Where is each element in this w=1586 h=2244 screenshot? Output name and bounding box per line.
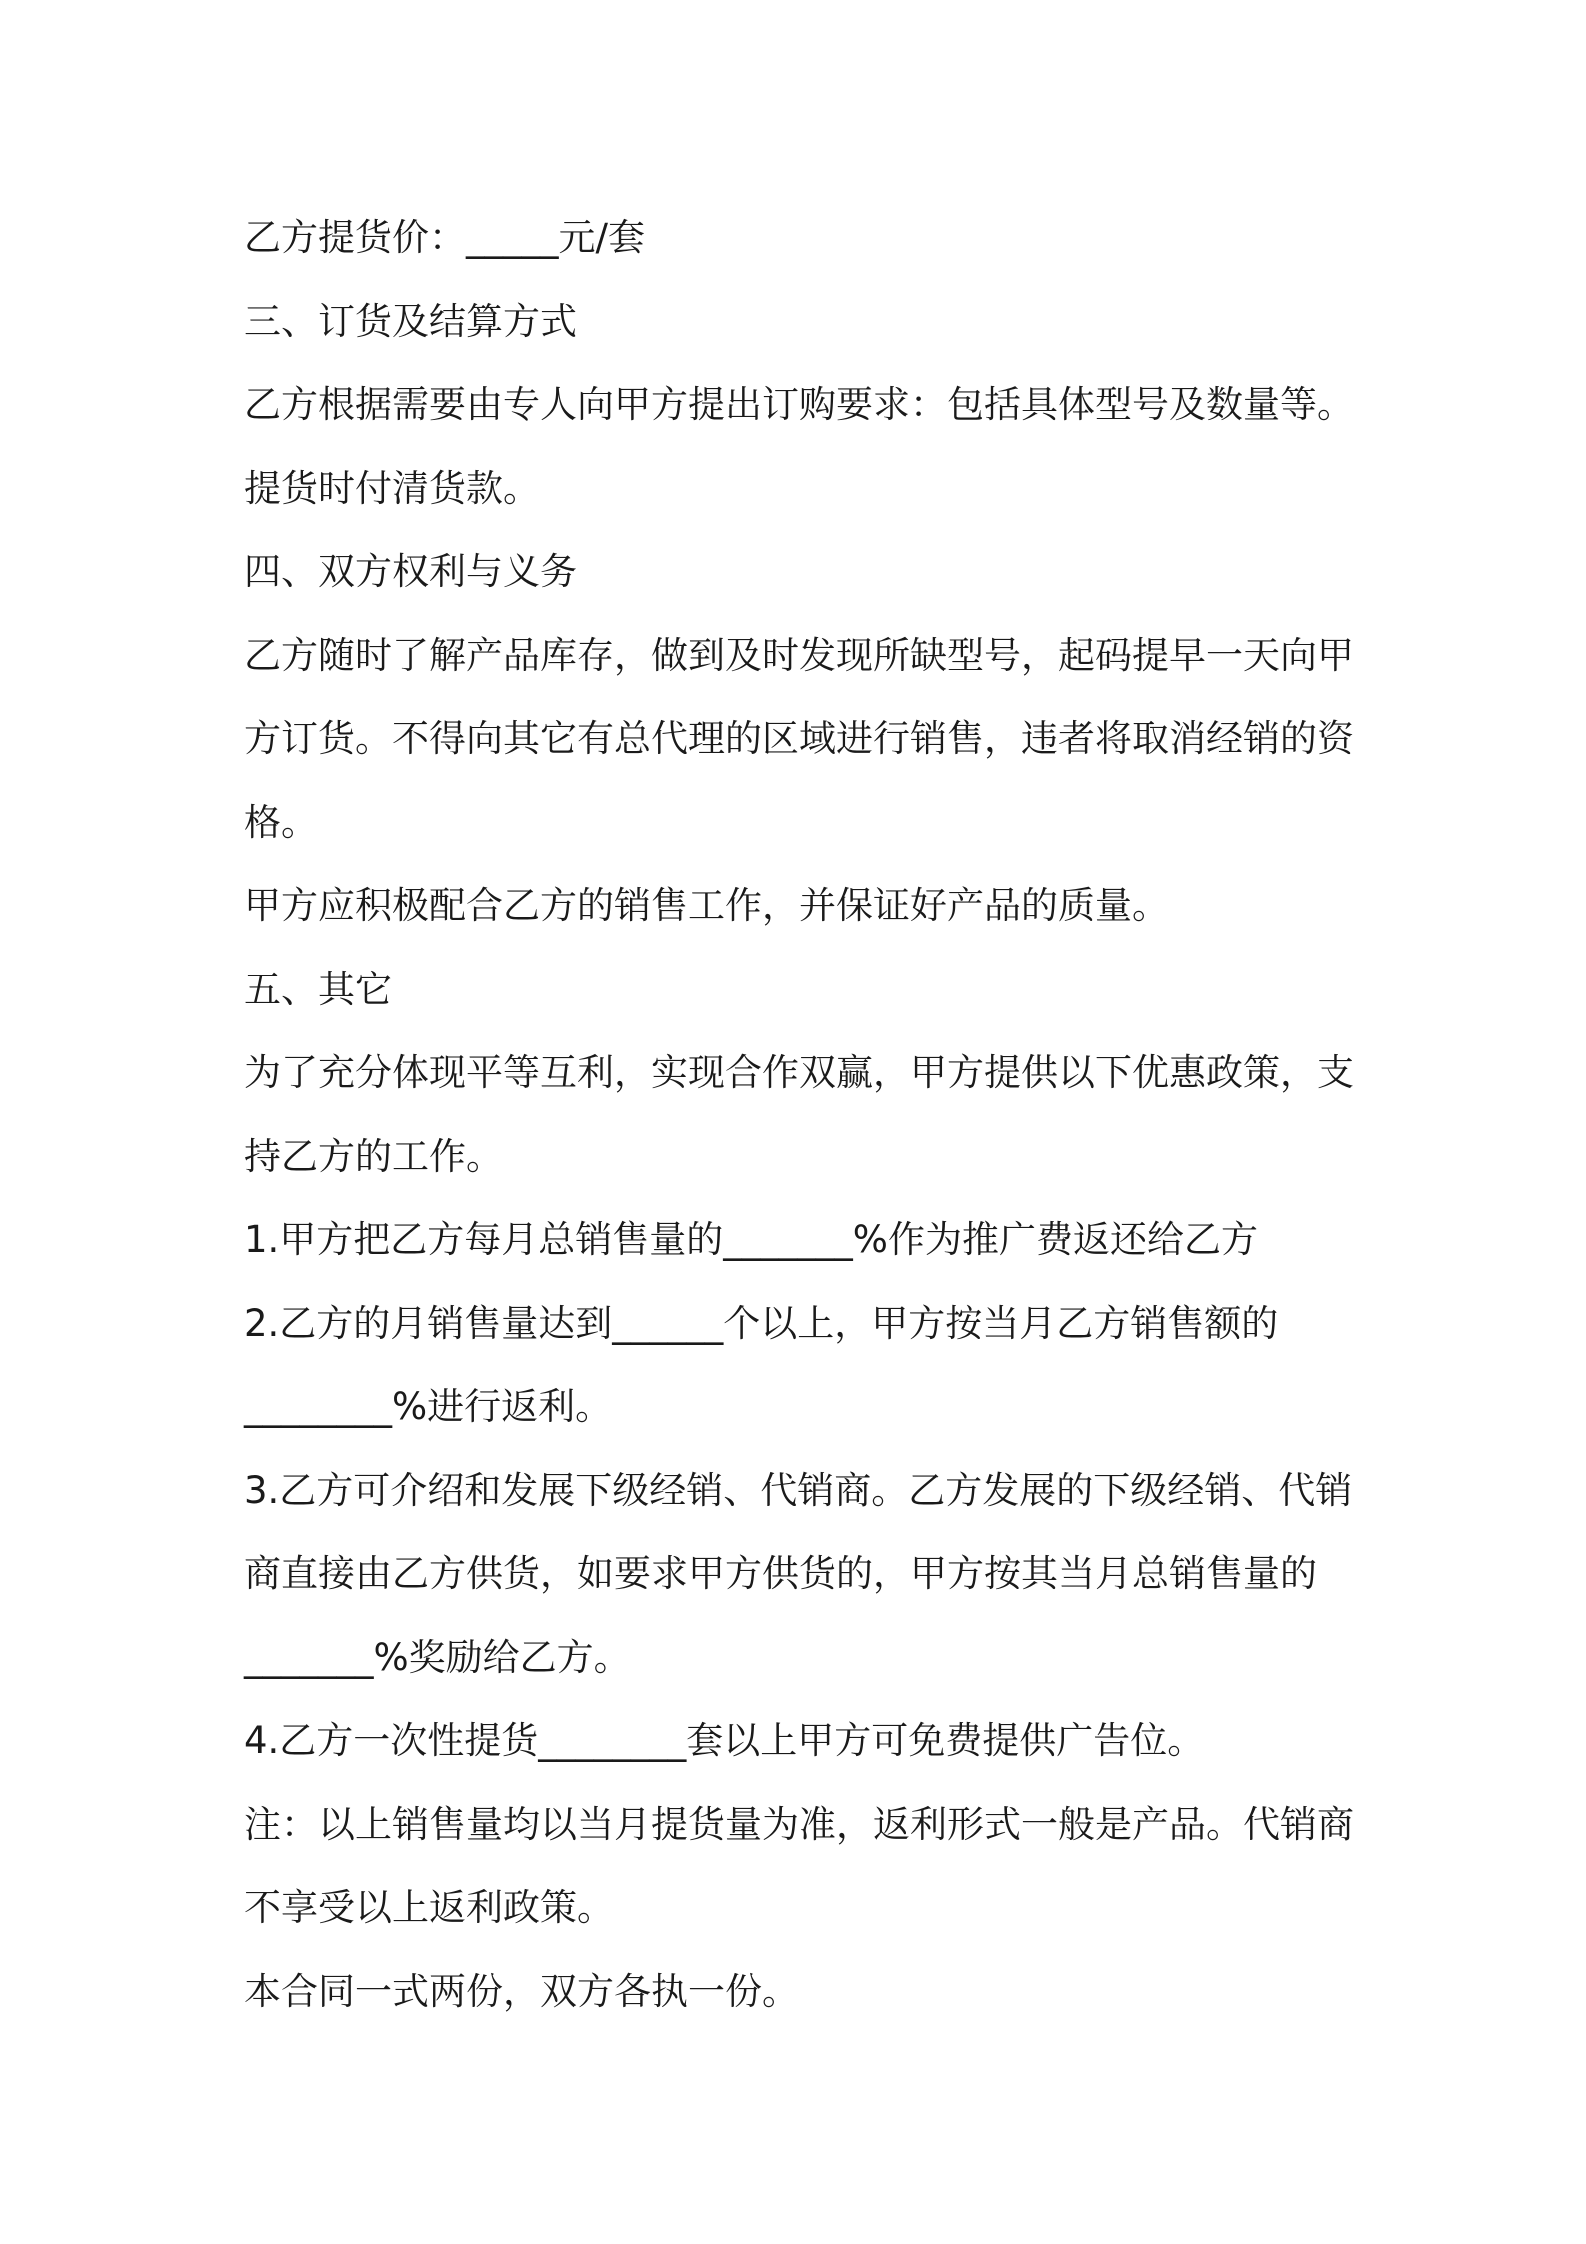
section-heading-5: 五、其它 [244,967,392,1011]
note-line-cont: 不享受以上返利政策。 [244,1886,614,1929]
clause-4: 4.乙方一次性提货________套以上甲方可免费提供广告位。 [244,1719,1205,1762]
paragraph-line: 为了充分体现平等互利，实现合作双赢，甲方提供以下优惠政策，支 [244,1051,1354,1094]
clause-2-cont: ________%进行返利。 [244,1385,613,1428]
clause-1: 1.甲方把乙方每月总销售量的_______%作为推广费返还给乙方 [244,1218,1258,1261]
paragraph-line: 格。 [244,800,318,844]
contract-text [244,196,1364,2033]
closing-line: 本合同一式两份，双方各执一份。 [244,1969,799,2013]
paragraph-line: 持乙方的工作。 [244,1134,503,1178]
price-line: 乙方提货价：_____元/套 [244,216,645,259]
clause-3-cont: 商直接由乙方供货，如要求甲方供货的，甲方按其当月总销售量的 [244,1552,1317,1595]
note-line: 注：以上销售量均以当月提货量为准，返利形式一般是产品。代销商 [244,1802,1354,1846]
paragraph-line: 提货时付清货款。 [244,466,540,510]
paragraph-line: 甲方应积极配合乙方的销售工作，并保证好产品的质量。 [244,884,1169,927]
paragraph-line: 方订货。不得向其它有总代理的区域进行销售，违者将取消经销的资 [244,717,1354,760]
section-heading-3: 三、订货及结算方式 [244,299,577,343]
paragraph-line: 乙方随时了解产品库存，做到及时发现所缺型号，起码提早一天向甲 [244,633,1354,677]
section-heading-4: 四、双方权利与义务 [244,550,577,593]
clause-3: 3.乙方可介绍和发展下级经销、代销商。乙方发展的下级经销、代销 [244,1468,1353,1512]
clause-2: 2.乙方的月销售量达到______个以上，甲方按当月乙方销售额的 [244,1301,1279,1345]
clause-3-cont: _______%奖励给乙方。 [244,1635,631,1679]
paragraph-line: 乙方根据需要由专人向甲方提出订购要求：包括具体型号及数量等。 [244,383,1354,426]
